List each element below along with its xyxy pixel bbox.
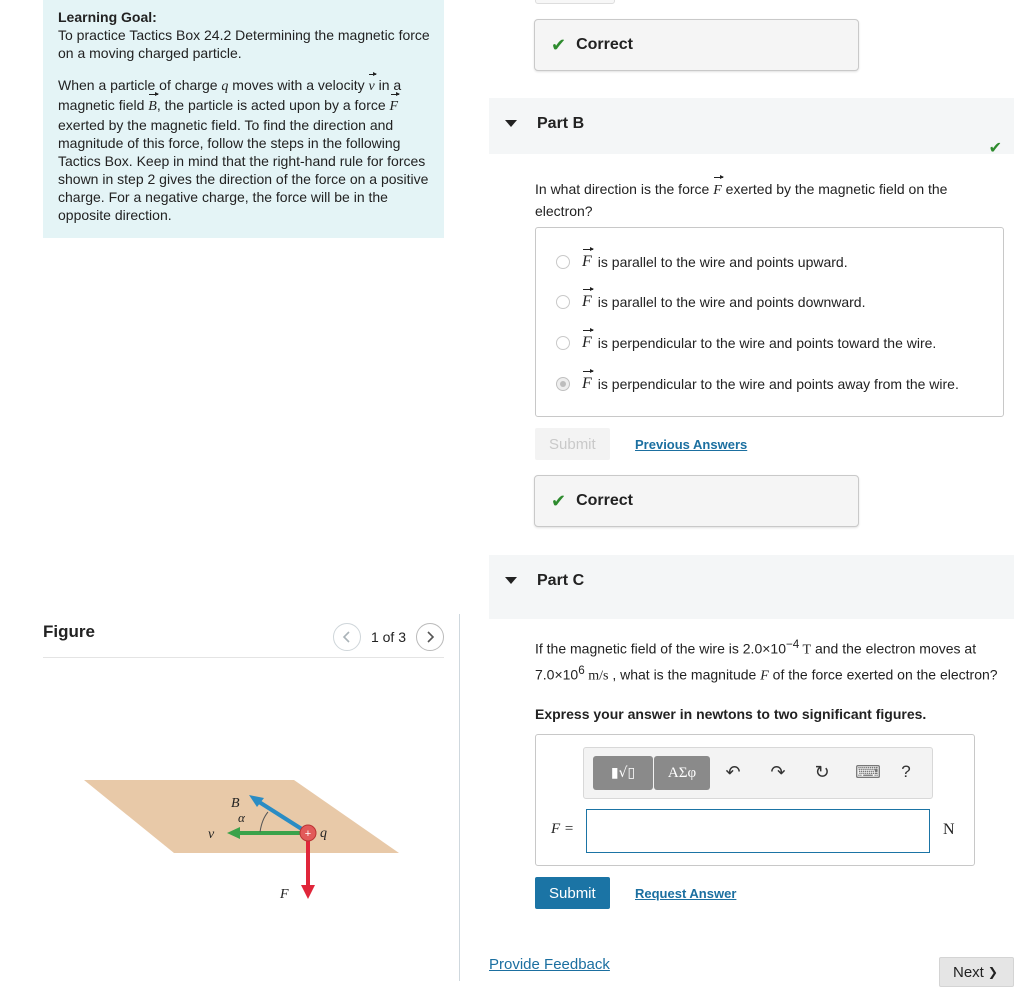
check-icon: ✔ bbox=[551, 490, 567, 511]
part-c-question bbox=[535, 635, 1005, 686]
radio-button[interactable] bbox=[556, 295, 570, 309]
option-text: is parallel to the wire and points upward. bbox=[597, 254, 848, 270]
force-symbol: F bbox=[582, 253, 592, 270]
part-b-feedback bbox=[534, 475, 859, 527]
part-b-options bbox=[535, 227, 1004, 417]
part-c-header[interactable] bbox=[489, 555, 1014, 619]
f-vector-head bbox=[301, 885, 315, 899]
part-c-submit-button[interactable]: Submit bbox=[535, 877, 610, 909]
force-symbol: F bbox=[389, 99, 399, 114]
question-text: In what direction is the force bbox=[535, 181, 714, 197]
variable-label: F = bbox=[551, 821, 575, 837]
previous-button-edge bbox=[535, 0, 615, 4]
help-icon[interactable]: ? bbox=[901, 762, 911, 781]
q-label: q bbox=[320, 826, 327, 841]
column-divider bbox=[459, 614, 460, 981]
goal-text: exerted by the magnetic field. To find the direction and magnitude of this force, follow the steps in the following Tactics Box. Keep in mind that the right-hand rule for forces shown in step 2 gives the direction of the force on a positive charge. For a negative charge, the force will be in the opposite direction. bbox=[58, 117, 429, 223]
reset-icon[interactable]: ↻ bbox=[814, 762, 830, 782]
radio-button[interactable] bbox=[556, 336, 570, 350]
learning-goal-box bbox=[43, 0, 444, 238]
answer-input[interactable] bbox=[586, 809, 930, 853]
part-b-label: Part B bbox=[537, 115, 585, 132]
part-b-complete-check-icon: ✔ bbox=[988, 140, 1002, 157]
option-4[interactable] bbox=[556, 375, 959, 393]
force-symbol: F bbox=[582, 375, 592, 392]
goal-text: , the particle is acted upon by a force bbox=[156, 97, 390, 113]
part-b-header[interactable] bbox=[489, 98, 1014, 157]
f-label: F bbox=[280, 887, 289, 902]
goal-text: in a magnetic field bbox=[58, 77, 402, 113]
unit-tesla: T bbox=[799, 642, 812, 658]
exponent: 6 bbox=[578, 663, 585, 677]
question-text: , what is the magnitude bbox=[608, 666, 761, 683]
option-text: is perpendicular to the wire and points away from the wire. bbox=[597, 376, 959, 392]
caret-down-icon bbox=[505, 120, 517, 127]
option-1[interactable] bbox=[556, 253, 848, 271]
force-symbol: F bbox=[760, 668, 769, 684]
learning-goal-title: Learning Goal: bbox=[58, 9, 157, 25]
figure-next-button[interactable] bbox=[416, 623, 444, 651]
chevron-right-icon bbox=[425, 631, 435, 643]
redo-icon[interactable]: ↷ bbox=[770, 762, 786, 782]
figure-prev-button[interactable] bbox=[333, 623, 361, 651]
option-2[interactable] bbox=[556, 293, 865, 311]
math-toolbar bbox=[583, 747, 933, 799]
part-a-feedback bbox=[534, 19, 859, 71]
alpha-label: α bbox=[238, 810, 245, 825]
part-c-instruction: Express your answer in newtons to two significant figures. bbox=[535, 706, 927, 722]
learning-goal-body bbox=[58, 76, 430, 224]
radio-button-selected[interactable] bbox=[556, 377, 570, 391]
radio-button[interactable] bbox=[556, 255, 570, 269]
force-symbol: F bbox=[582, 334, 592, 351]
part-c-label: Part C bbox=[537, 572, 585, 589]
unit-label: N bbox=[943, 821, 955, 838]
chevron-right-icon: ❯ bbox=[987, 965, 998, 979]
figure-page-count: 1 of 3 bbox=[370, 629, 406, 645]
field-symbol: B bbox=[148, 99, 157, 114]
b-label: B bbox=[231, 796, 240, 811]
learning-goal-intro bbox=[58, 8, 430, 62]
answer-entry-box bbox=[535, 734, 975, 866]
next-label: Next bbox=[953, 963, 984, 981]
question-text: If the magnetic field of the wire is 2.0×10 bbox=[535, 640, 786, 657]
force-symbol: F bbox=[582, 293, 592, 310]
check-icon: ✔ bbox=[551, 34, 567, 55]
charge-sign: + bbox=[304, 828, 312, 840]
question-text: exerted by the magnetic field on the electron? bbox=[535, 181, 948, 219]
charge-symbol: q bbox=[221, 79, 229, 94]
option-text: is perpendicular to the wire and points toward the wire. bbox=[597, 335, 937, 351]
question-text: and the electron moves at 7.0×10 bbox=[535, 640, 977, 683]
chevron-left-icon bbox=[342, 631, 352, 643]
magnetic-force-figure bbox=[84, 775, 400, 905]
figure-title: Figure bbox=[43, 622, 95, 641]
next-button[interactable] bbox=[939, 957, 1014, 987]
force-symbol: F bbox=[713, 181, 722, 201]
figure-header bbox=[43, 620, 444, 658]
undo-icon[interactable]: ↶ bbox=[725, 762, 741, 782]
velocity-symbol: v bbox=[368, 79, 375, 94]
option-text: is parallel to the wire and points downward. bbox=[597, 294, 866, 310]
request-answer-link[interactable]: Request Answer bbox=[635, 886, 737, 901]
part-b-submit-button[interactable]: Submit bbox=[535, 428, 610, 460]
question-text: of the force exerted on the electron? bbox=[768, 666, 998, 683]
provide-feedback-link[interactable]: Provide Feedback bbox=[489, 956, 610, 973]
greek-symbols-button[interactable]: ΑΣφ bbox=[654, 756, 710, 790]
goal-text: moves with a velocity bbox=[228, 77, 369, 93]
feedback-text: Correct bbox=[576, 492, 633, 509]
exponent: −4 bbox=[785, 638, 800, 651]
feedback-text: Correct bbox=[576, 36, 633, 53]
previous-answers-link[interactable]: Previous Answers bbox=[635, 437, 748, 452]
option-3[interactable] bbox=[556, 334, 936, 352]
v-label: v bbox=[208, 827, 215, 842]
figure-pager bbox=[333, 623, 444, 651]
keyboard-icon[interactable]: ⌨ bbox=[855, 762, 881, 782]
caret-down-icon bbox=[505, 577, 517, 584]
templates-button[interactable]: ▮√▯ bbox=[593, 756, 653, 790]
learning-goal-intro-text: To practice Tactics Box 24.2 Determining the magnetic force on a moving charged particle. bbox=[58, 27, 430, 61]
part-b-question bbox=[535, 179, 975, 221]
goal-text: When a particle of charge bbox=[58, 77, 222, 93]
unit-velocity: m/s bbox=[584, 668, 609, 684]
